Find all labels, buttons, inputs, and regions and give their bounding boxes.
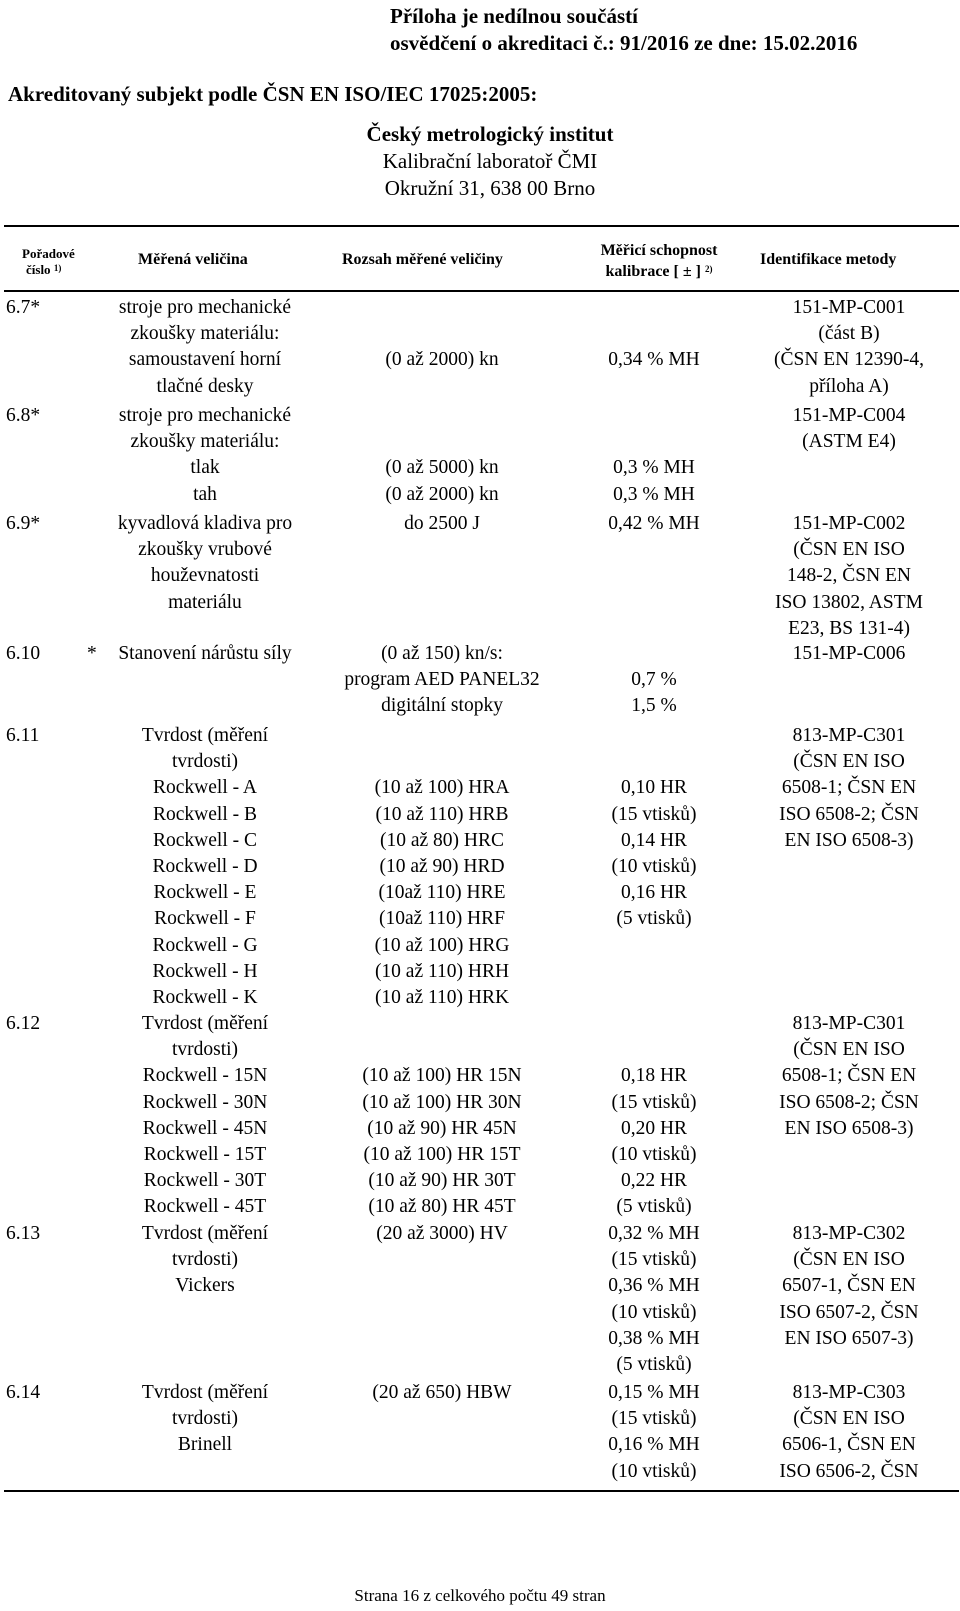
col-order-line2 bbox=[22, 262, 75, 278]
method-cell-line: 813-MP-C301 bbox=[792, 1013, 906, 1034]
quantity-cell bbox=[96, 1221, 314, 1300]
range-cell bbox=[318, 403, 566, 508]
row-number-text: 6.8* bbox=[6, 405, 41, 426]
quantity-cell-line: Rockwell - A bbox=[153, 777, 257, 799]
method-cell bbox=[742, 641, 956, 667]
method-cell bbox=[742, 403, 956, 455]
method-cell-line: 151-MP-C006 bbox=[792, 643, 906, 664]
range-cell-line: (20 až 3000) HV bbox=[376, 1223, 508, 1244]
range-cell-line: (10až 110) HRE bbox=[378, 882, 506, 904]
annex-line-2: osvědčení o akreditaci č.: 91/2016 ze dne: 15.02.2016 bbox=[390, 31, 858, 55]
quantity-cell-line: Rockwell - F bbox=[154, 908, 256, 930]
quantity-cell-line: tvrdosti) bbox=[171, 1039, 239, 1061]
quantity-cell-line: kyvadlová kladiva pro bbox=[117, 513, 293, 534]
quantity-cell bbox=[96, 295, 314, 400]
quantity-cell-line: Rockwell - 15N bbox=[142, 1065, 268, 1087]
header-bottom-rule bbox=[4, 290, 959, 292]
method-cell-line: 151-MP-C004 bbox=[792, 405, 906, 426]
method-cell-line: EN ISO 6507-3) bbox=[784, 1327, 914, 1349]
quantity-cell-line: materiálu bbox=[168, 591, 242, 613]
quantity-cell-line: Rockwell - 30T bbox=[143, 1170, 267, 1192]
capability-cell-line: 0,18 HR bbox=[620, 1065, 688, 1087]
quantity-cell-line: Tvrdost (měření bbox=[141, 1013, 269, 1034]
table-top-rule bbox=[4, 225, 959, 227]
range-cell-line: (10 až 90) HR 45N bbox=[367, 1117, 517, 1139]
method-cell-line: 813-MP-C303 bbox=[792, 1382, 906, 1403]
capability-cell-line: 0,3 % MH bbox=[613, 483, 695, 505]
quantity-cell bbox=[96, 1380, 314, 1459]
method-cell-line: (ČSN EN ISO bbox=[793, 1039, 905, 1061]
range-cell-line: (10 až 100) HR 15N bbox=[362, 1065, 522, 1087]
row-number bbox=[6, 641, 96, 667]
col-capability-sup: 2) bbox=[704, 264, 713, 274]
quantity-cell-line: Brinell bbox=[177, 1434, 233, 1456]
capability-cell-line: 0,16 % MH bbox=[608, 1434, 700, 1456]
page-footer: Strana 16 z celkového počtu 49 stran bbox=[354, 1586, 606, 1605]
capability-cell-line: 0,16 HR bbox=[620, 882, 688, 904]
quantity-cell-line: tvrdosti) bbox=[171, 1249, 239, 1271]
capability-cell-line: (15 vtisků) bbox=[611, 1091, 697, 1113]
capability-cell-line: (15 vtisků) bbox=[611, 803, 697, 825]
row-number-text: 6.13 bbox=[6, 1223, 41, 1244]
quantity-cell bbox=[96, 1011, 314, 1221]
method-cell-line: příloha A) bbox=[809, 375, 889, 397]
capability-cell-line bbox=[566, 429, 742, 455]
quantity-cell-line: stroje pro mechanické bbox=[118, 297, 292, 318]
col-order-header bbox=[22, 246, 75, 278]
row-number-text: 6.12 bbox=[6, 1013, 41, 1034]
capability-cell-line: (10 vtisků) bbox=[611, 1143, 697, 1165]
quantity-cell-line: Rockwell - C bbox=[153, 829, 257, 851]
method-cell bbox=[742, 295, 956, 400]
quantity-cell-line: zkoušky vrubové bbox=[138, 539, 272, 561]
capability-cell-line: 0,20 HR bbox=[620, 1117, 688, 1139]
range-cell-line: (10 až 100) HRG bbox=[374, 934, 510, 956]
method-cell-line: ISO 6508-2; ČSN bbox=[779, 1091, 919, 1113]
quantity-cell bbox=[96, 403, 314, 508]
method-cell-line: 151-MP-C001 bbox=[792, 297, 906, 318]
col-capability-line1: Měřicí schopnost bbox=[600, 242, 718, 259]
row-number-text: 6.10 bbox=[6, 643, 41, 664]
capability-cell-line bbox=[566, 321, 742, 347]
capability-cell-line: 0,3 % MH bbox=[613, 457, 695, 479]
quantity-cell bbox=[96, 511, 314, 616]
row-number-text: 6.9* bbox=[6, 513, 41, 534]
range-cell-line: (0 až 2000) kn bbox=[385, 483, 499, 505]
capability-cell bbox=[566, 1221, 742, 1378]
method-cell bbox=[742, 1221, 956, 1352]
capability-cell-line bbox=[566, 403, 742, 429]
range-cell-line: (10 až 110) HRB bbox=[375, 803, 509, 825]
capability-cell-line: (15 vtisků) bbox=[611, 1249, 697, 1271]
range-cell-line bbox=[318, 723, 566, 749]
method-cell-line: (část B) bbox=[818, 323, 880, 345]
method-cell-line: 6506-1, ČSN EN bbox=[782, 1434, 916, 1456]
quantity-cell-line: tvrdosti) bbox=[171, 751, 239, 773]
capability-cell bbox=[566, 295, 742, 374]
quantity-cell-line: Rockwell - H bbox=[152, 960, 258, 982]
capability-cell-line: (15 vtisků) bbox=[611, 1408, 697, 1430]
capability-cell-line: (5 vtisků) bbox=[616, 1196, 692, 1218]
quantity-cell-line: Rockwell - 30N bbox=[142, 1091, 268, 1113]
method-cell-line: 6507-1, ČSN EN bbox=[782, 1275, 916, 1297]
range-cell-line: (10 až 80) HR 45T bbox=[368, 1196, 516, 1218]
capability-cell-line: 0,22 HR bbox=[620, 1170, 688, 1192]
method-cell-line: 813-MP-C301 bbox=[792, 725, 906, 746]
row-number-text: 6.11 bbox=[6, 725, 40, 746]
col-order-sup: 1) bbox=[53, 263, 62, 273]
col-quantity-header: Měřená veličina bbox=[138, 251, 248, 268]
capability-cell-line bbox=[566, 1037, 742, 1063]
capability-cell-line bbox=[566, 295, 742, 321]
capability-cell-line: 0,7 % bbox=[631, 669, 677, 691]
method-cell-line: EN ISO 6508-3) bbox=[784, 1117, 914, 1139]
range-cell-line bbox=[318, 403, 566, 429]
range-cell-line: (0 až 150) kn/s: bbox=[381, 643, 503, 664]
row-number bbox=[6, 295, 96, 321]
quantity-cell-line: Rockwell - G bbox=[152, 934, 258, 956]
capability-cell-line: 0,15 % MH bbox=[608, 1382, 700, 1403]
range-cell bbox=[318, 1221, 566, 1247]
range-cell-line: (10až 110) HRF bbox=[378, 908, 505, 930]
quantity-cell-line: tah bbox=[193, 483, 217, 505]
capability-cell-line: 0,34 % MH bbox=[608, 349, 700, 371]
method-cell bbox=[742, 1011, 956, 1142]
capability-cell-line bbox=[566, 1011, 742, 1037]
capability-cell bbox=[566, 1011, 742, 1221]
col-order-line1: Pořadové bbox=[22, 246, 75, 261]
quantity-cell-line: Rockwell - 15T bbox=[143, 1144, 267, 1166]
quantity-cell-line: Stanovení nárůstu síly bbox=[118, 643, 292, 664]
capability-cell-line: (10 vtisků) bbox=[611, 1301, 697, 1323]
range-cell-line: program AED PANEL32 bbox=[344, 669, 540, 691]
col-range-header: Rozsah měřené veličiny bbox=[342, 251, 503, 268]
capability-cell-line: 0,32 % MH bbox=[608, 1223, 700, 1244]
row-number-star: * bbox=[87, 643, 97, 664]
method-cell-line: ISO 6508-2; ČSN bbox=[779, 803, 919, 825]
range-cell-line: (10 až 90) HR 30T bbox=[368, 1170, 516, 1192]
quantity-cell-line: Rockwell - 45T bbox=[143, 1196, 267, 1218]
range-cell bbox=[318, 1380, 566, 1406]
quantity-cell-line: houževnatosti bbox=[150, 565, 260, 587]
table-bottom-rule bbox=[4, 1490, 959, 1492]
method-cell-line: EN ISO 6508-3) bbox=[784, 829, 914, 851]
quantity-cell-line: Rockwell - 45N bbox=[142, 1117, 268, 1139]
range-cell-line: (10 až 100) HR 15T bbox=[363, 1143, 521, 1165]
range-cell-line bbox=[318, 1037, 566, 1063]
capability-cell-line: (10 vtisků) bbox=[611, 855, 697, 877]
row-number bbox=[6, 1380, 96, 1406]
row-number bbox=[6, 1011, 96, 1037]
method-cell-line: 6508-1; ČSN EN bbox=[781, 1065, 917, 1087]
capability-cell-line: (5 vtisků) bbox=[616, 1354, 692, 1376]
institute-name: Český metrologický institut bbox=[366, 122, 614, 146]
capability-cell bbox=[566, 641, 742, 720]
row-number bbox=[6, 511, 96, 537]
range-cell-line: (10 až 90) HRD bbox=[379, 855, 505, 877]
quantity-cell-line: Vickers bbox=[175, 1275, 235, 1297]
capability-cell-line bbox=[566, 749, 742, 775]
method-cell bbox=[742, 723, 956, 854]
quantity-cell-line: zkoušky materiálu: bbox=[130, 431, 280, 453]
col-capability-line2 bbox=[584, 261, 734, 282]
capability-cell bbox=[566, 723, 742, 933]
method-cell-line: (ASTM E4) bbox=[802, 431, 896, 453]
range-cell-line: do 2500 J bbox=[404, 513, 480, 534]
method-cell-line: ISO 6507-2, ČSN bbox=[779, 1301, 919, 1323]
range-cell bbox=[318, 1011, 566, 1221]
col-capability-header bbox=[584, 240, 734, 282]
range-cell bbox=[318, 295, 566, 374]
quantity-cell bbox=[96, 723, 314, 1011]
method-cell bbox=[742, 511, 956, 642]
capability-cell-line bbox=[566, 723, 742, 749]
method-cell-line: (ČSN EN ISO bbox=[793, 1408, 905, 1430]
quantity-cell-line: tlačné desky bbox=[156, 375, 254, 397]
method-cell-line: (ČSN EN ISO bbox=[793, 539, 905, 561]
method-cell-line: ISO 13802, ASTM bbox=[775, 591, 923, 613]
range-cell bbox=[318, 641, 566, 720]
quantity-cell-line: Rockwell - E bbox=[153, 882, 257, 904]
quantity-cell-line: Rockwell - D bbox=[152, 856, 258, 878]
capability-cell bbox=[566, 511, 742, 537]
range-cell-line: (10 až 80) HRC bbox=[379, 829, 505, 851]
range-cell-line: (0 až 2000) kn bbox=[385, 349, 499, 371]
laboratory-name: Kalibrační laboratoř ČMI bbox=[382, 149, 598, 173]
quantity-cell-line: Tvrdost (měření bbox=[141, 725, 269, 746]
capability-cell-line: 1,5 % bbox=[631, 695, 677, 717]
method-cell-line: (ČSN EN 12390-4, bbox=[773, 349, 925, 371]
row-number bbox=[6, 403, 96, 429]
method-cell-line: 151-MP-C002 bbox=[792, 513, 906, 534]
col-method-header: Identifikace metody bbox=[760, 251, 897, 268]
row-number-text: 6.14 bbox=[6, 1382, 41, 1403]
method-cell-line: (ČSN EN ISO bbox=[793, 751, 905, 773]
annex-line-1: Příloha je nedílnou součástí bbox=[390, 4, 638, 28]
range-cell-line bbox=[318, 321, 566, 347]
method-cell-line: 148-2, ČSN EN bbox=[786, 565, 912, 587]
capability-cell bbox=[566, 403, 742, 508]
range-cell-line: (0 až 5000) kn bbox=[385, 457, 499, 479]
quantity-cell-line: tvrdosti) bbox=[171, 1408, 239, 1430]
method-cell-line: 813-MP-C302 bbox=[792, 1223, 906, 1244]
accreditation-title: Akreditovaný subjekt podle ČSN EN ISO/IEC 17025:2005: bbox=[8, 82, 538, 106]
range-cell-line: digitální stopky bbox=[381, 695, 503, 717]
range-cell-line: (10 až 110) HRH bbox=[374, 960, 510, 982]
row-number bbox=[6, 1221, 96, 1247]
range-cell bbox=[318, 723, 566, 1011]
range-cell-line: (10 až 100) HRA bbox=[374, 777, 510, 799]
range-cell-line bbox=[318, 295, 566, 321]
method-cell-line: ISO 6506-2, ČSN bbox=[779, 1460, 919, 1482]
range-cell-line: (10 až 110) HRK bbox=[374, 987, 510, 1008]
row-number bbox=[6, 723, 96, 749]
quantity-cell bbox=[96, 641, 314, 667]
capability-cell-line: 0,10 HR bbox=[620, 777, 688, 799]
capability-cell-line bbox=[566, 641, 742, 667]
row-number-text: 6.7* bbox=[6, 297, 41, 318]
col-capability-text: kalibrace [ ± ] bbox=[605, 263, 701, 280]
range-cell-line bbox=[318, 429, 566, 455]
range-cell-line: (10 až 100) HR 30N bbox=[362, 1091, 522, 1113]
capability-cell bbox=[566, 1380, 742, 1485]
range-cell bbox=[318, 511, 566, 537]
capability-cell-line: 0,42 % MH bbox=[608, 513, 700, 534]
method-cell-line: (ČSN EN ISO bbox=[793, 1249, 905, 1271]
quantity-cell-line: Tvrdost (měření bbox=[141, 1223, 269, 1244]
method-cell bbox=[742, 1380, 956, 1485]
capability-cell-line: 0,38 % MH bbox=[608, 1327, 700, 1349]
capability-cell-line: (5 vtisků) bbox=[616, 908, 692, 930]
capability-cell-line: 0,14 HR bbox=[620, 829, 688, 851]
range-cell-line bbox=[318, 749, 566, 775]
method-cell-line: 6508-1; ČSN EN bbox=[781, 777, 917, 799]
capability-cell-line: 0,36 % MH bbox=[608, 1275, 700, 1297]
method-cell-line: E23, BS 131-4) bbox=[788, 617, 910, 639]
capability-cell-line: (10 vtisků) bbox=[611, 1460, 697, 1482]
range-cell-line bbox=[318, 1011, 566, 1037]
address: Okružní 31, 638 00 Brno bbox=[384, 176, 596, 200]
quantity-cell-line: stroje pro mechanické bbox=[118, 405, 292, 426]
quantity-cell-line: samoustavení horní bbox=[128, 349, 282, 371]
col-order-text: číslo bbox=[26, 262, 51, 277]
quantity-cell-line: Tvrdost (měření bbox=[141, 1382, 269, 1403]
quantity-cell-line: Rockwell - K bbox=[152, 987, 258, 1009]
quantity-cell-line: Rockwell - B bbox=[153, 803, 257, 825]
quantity-cell-line: zkoušky materiálu: bbox=[130, 323, 280, 345]
quantity-cell-line: tlak bbox=[190, 457, 220, 479]
range-cell-line: (20 až 650) HBW bbox=[372, 1382, 512, 1403]
